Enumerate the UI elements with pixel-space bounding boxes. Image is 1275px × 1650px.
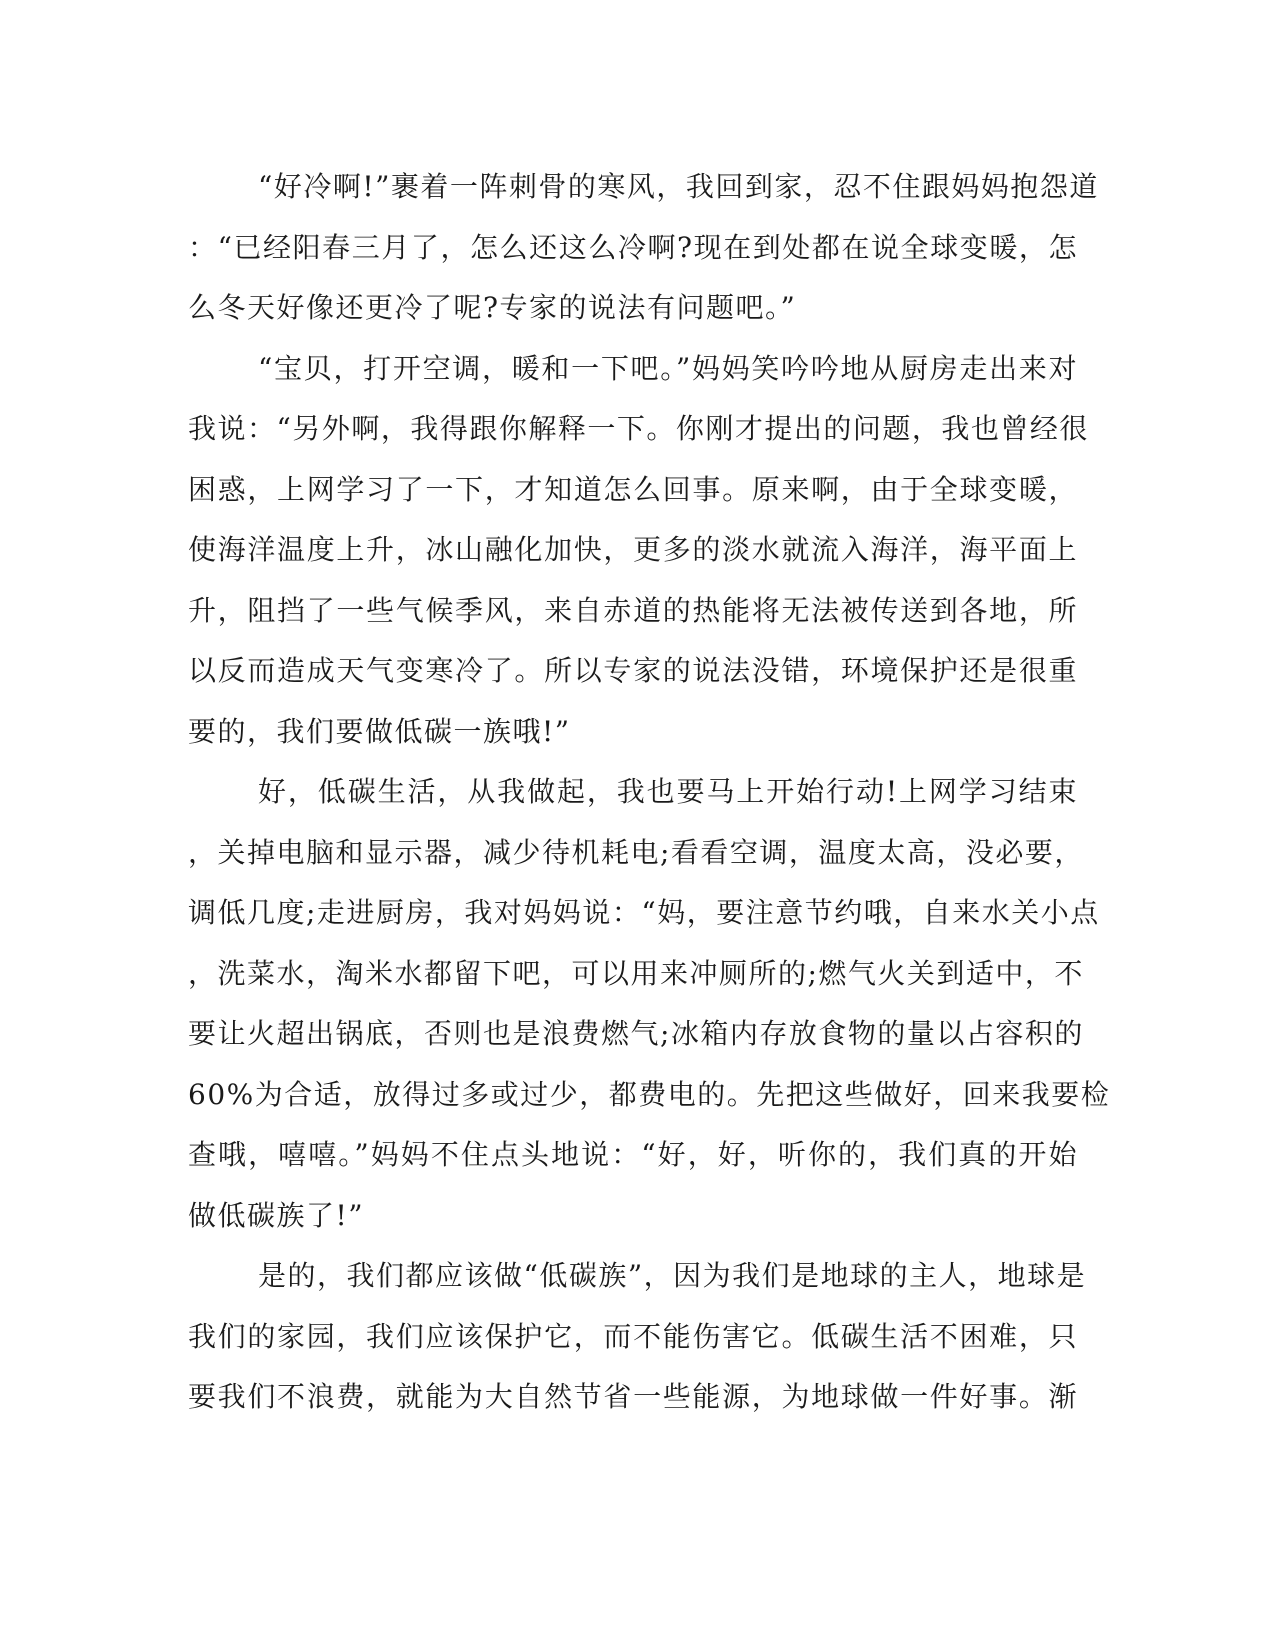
body-text (188, 157, 1111, 1428)
text-line: 我们的家园，我们应该保护它，而不能伤害它。低碳生活不困难，只 (188, 1319, 1078, 1353)
text-line: ：“已经阳春三月了，怎么还这么冷啊?现在到处都在说全球变暖，怎 (188, 230, 1078, 264)
text-line: 要我们不浪费，就能为大自然节省一些能源，为地球做一件好事。渐 (188, 1380, 1078, 1413)
text-line: ，洗菜水，淘米水都留下吧，可以用来冲厕所的;燃气火关到适中，不 (188, 956, 1084, 990)
text-line: ，关掉电脑和显示器，减少待机耗电;看看空调，温度太高，没必要， (188, 835, 1084, 869)
text-line: 60%为合适，放得过多或过少，都费电的。先把这些做好，回来我要检 (188, 1077, 1111, 1111)
text-line: 么冬天好像还更冷了呢?专家的说法有问题吧。” (188, 291, 797, 324)
text-line: 困惑，上网学习了一下，才知道怎么回事。原来啊，由于全球变暖， (188, 472, 1078, 506)
text-line: 调低几度;走进厨房，我对妈妈说：“妈，要注意节约哦，自来水关小点 (188, 896, 1100, 929)
text-line: “宝贝，打开空调，暖和一下吧。”妈妈笑吟吟地从厨房走出来对 (258, 351, 1078, 385)
text-line: 查哦，嘻嘻。”妈妈不住点头地说：“好，好，听你的，我们真的开始 (188, 1138, 1078, 1171)
text-line: 做低碳族了!” (188, 1198, 365, 1232)
text-line: 要的，我们要做低碳一族哦!” (188, 714, 571, 748)
text-line: 我说：“另外啊，我得跟你解释一下。你刚才提出的问题，我也曾经很 (188, 412, 1089, 445)
text-line: “好冷啊!”裹着一阵刺骨的寒风，我回到家，忍不住跟妈妈抱怨道 (258, 170, 1099, 203)
text-line: 以反而造成天气变寒冷了。所以专家的说法没错，环境保护还是很重 (188, 654, 1078, 687)
text-line: 要让火超出锅底，否则也是浪费燃气;冰箱内存放食物的量以占容积的 (188, 1017, 1084, 1050)
text-line: 是的，我们都应该做“低碳族”，因为我们是地球的主人，地球是 (258, 1259, 1087, 1292)
text-line: 好，低碳生活，从我做起，我也要马上开始行动!上网学习结束 (258, 775, 1078, 808)
text-line: 使海洋温度上升，冰山融化加快，更多的淡水就流入海洋，海平面上 (188, 533, 1078, 566)
text-line: 升，阻挡了一些气候季风，来自赤道的热能将无法被传送到各地，所 (188, 593, 1078, 627)
